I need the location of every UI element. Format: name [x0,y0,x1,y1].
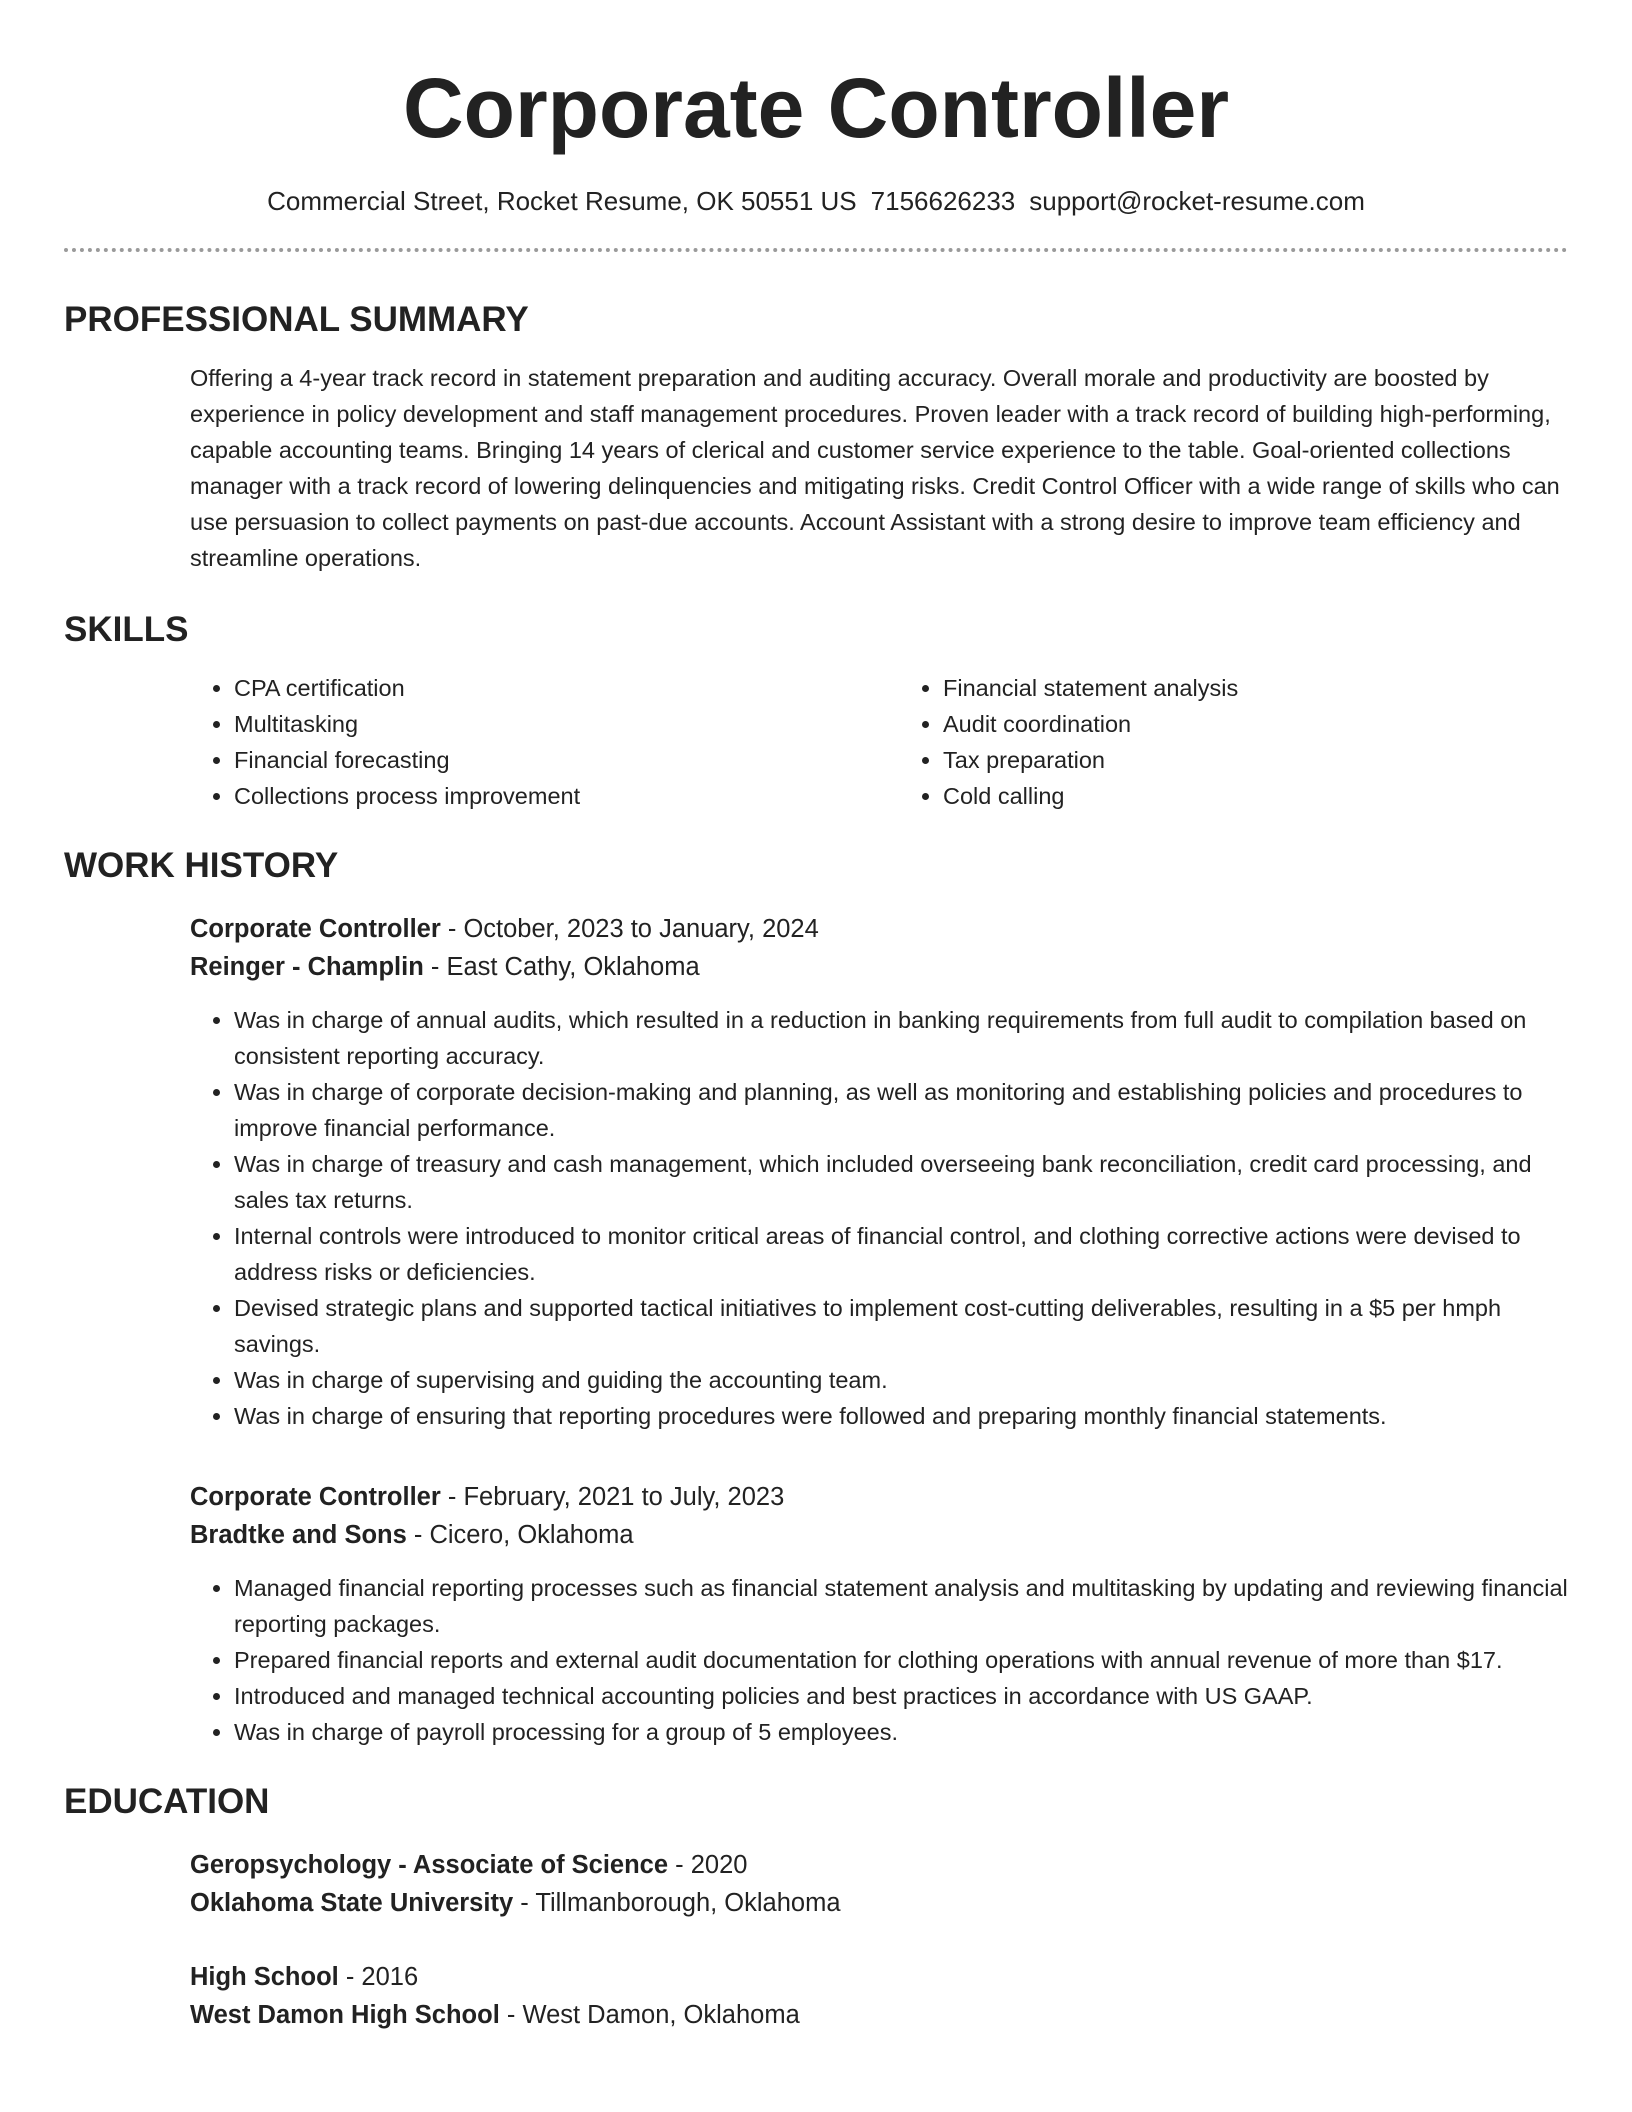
work-section [64,844,1568,1750]
summary-heading: PROFESSIONAL SUMMARY [64,300,529,339]
header-divider [64,248,1568,252]
job-bullet: • Was in charge of corporate decision-making and planning, as well as monitoring and establishing policies and procedures to improve financial performance. [234,1074,1568,1146]
job-bullets [190,1002,1568,1434]
edu-school-line [190,1884,1568,1922]
job-bullet: • Prepared financial reports and external audit documentation for clothing operations with annual revenue of more than $17. [234,1642,1568,1678]
skill-item: • CPA certification [234,670,859,706]
edu-year: - 2016 [338,1963,419,1991]
job-bullet: • Was in charge of ensuring that reporting procedures were followed and preparing monthly financial statements. [234,1398,1568,1434]
edu-degree: Geropsychology - Associate of Science [190,1851,669,1879]
skill-item: • Audit coordination [943,706,1568,742]
skill-item: • Financial forecasting [234,742,859,778]
skills-list-left [190,670,859,814]
summary-section [64,298,1568,576]
edu-location: - Tillmanborough, Oklahoma [513,1889,841,1917]
contact-line [64,184,1568,218]
job-dates: - October, 2023 to January, 2024 [440,915,819,943]
job-company: Reinger - Champlin [190,953,424,981]
education-section [64,1780,1568,2034]
job-location: - East Cathy, Oklahoma [423,953,700,981]
skill-item: • Multitasking [234,706,859,742]
work-heading: WORK HISTORY [64,846,339,885]
job-entry [190,910,1568,1434]
education-heading: EDUCATION [64,1782,270,1821]
edu-school: West Damon High School [190,2001,500,2029]
edu-location: - West Damon, Oklahoma [499,2001,800,2029]
job-bullet: • Was in charge of supervising and guiding the accounting team. [234,1362,1568,1398]
skills-grid [190,670,1568,814]
education-entry [190,1958,1568,2034]
job-bullets [190,1570,1568,1750]
education-entry [190,1846,1568,1922]
job-bullet: • Was in charge of annual audits, which resulted in a reduction in banking requirements from full audit to compilation based on consistent reporting accuracy. [234,1002,1568,1074]
skill-item: • Cold calling [943,778,1568,814]
job-bullet: • Introduced and managed technical accounting policies and best practices in accordance with US GAAP. [234,1678,1568,1714]
contact-phone: 7156626233 [870,186,1016,216]
job-bullet: • Internal controls were introduced to monitor critical areas of financial control, and clothing corrective actions were devised to address risks or deficiencies. [234,1218,1568,1290]
job-company: Bradtke and Sons [190,1521,407,1549]
job-entry [190,1478,1568,1750]
job-bullet: • Managed financial reporting processes such as financial statement analysis and multitasking by updating and reviewing financial reporting packages. [234,1570,1568,1642]
job-title-line [190,910,1568,948]
summary-text: Offering a 4-year track record in statement preparation and auditing accuracy. Overall morale and productivity are boosted by experience in policy development and staff management procedures. Proven leader with a track record of building high-performing, capable accounting teams. Bringing 14 years of clerical and customer service experience to the table. Goal-oriented collections manager with a track record of lowering delinquencies and mitigating risks. Credit Control Officer with a wide range of skills who can use persuasion to collect payments on past-due accounts. Account Assistant with a strong desire to improve team efficiency and streamline operations. [190,365,1560,571]
edu-degree: High School [190,1963,339,1991]
job-bullet: • Was in charge of payroll processing for a group of 5 employees. [234,1714,1568,1750]
contact-email: support@rocket-resume.com [1029,186,1365,216]
job-bullet: • Was in charge of treasury and cash management, which included overseeing bank reconciliation, credit card processing, and sales tax returns. [234,1146,1568,1218]
candidate-name: Corporate Controller [402,61,1230,155]
contact-address: Commercial Street, Rocket Resume, OK 50551 US [267,186,857,216]
skill-item: • Tax preparation [943,742,1568,778]
job-role: Corporate Controller [190,1483,441,1511]
skills-section [64,608,1568,814]
job-title-line [190,1478,1568,1516]
job-bullet: • Devised strategic plans and supported tactical initiatives to implement cost-cutting deliverables, resulting in a $5 per hmph savings. [234,1290,1568,1362]
job-dates: - February, 2021 to July, 2023 [440,1483,785,1511]
edu-school: Oklahoma State University [190,1889,514,1917]
job-location: - Cicero, Oklahoma [406,1521,634,1549]
skill-item: • Collections process improvement [234,778,859,814]
edu-degree-line [190,1846,1568,1884]
edu-school-line [190,1996,1568,2034]
skills-heading: SKILLS [64,610,189,649]
edu-degree-line [190,1958,1568,1996]
skill-item: • Financial statement analysis [943,670,1568,706]
edu-year: - 2020 [668,1851,748,1879]
skills-list-right [899,670,1568,814]
job-role: Corporate Controller [190,915,441,943]
job-company-line [190,1516,1568,1554]
job-company-line [190,948,1568,986]
